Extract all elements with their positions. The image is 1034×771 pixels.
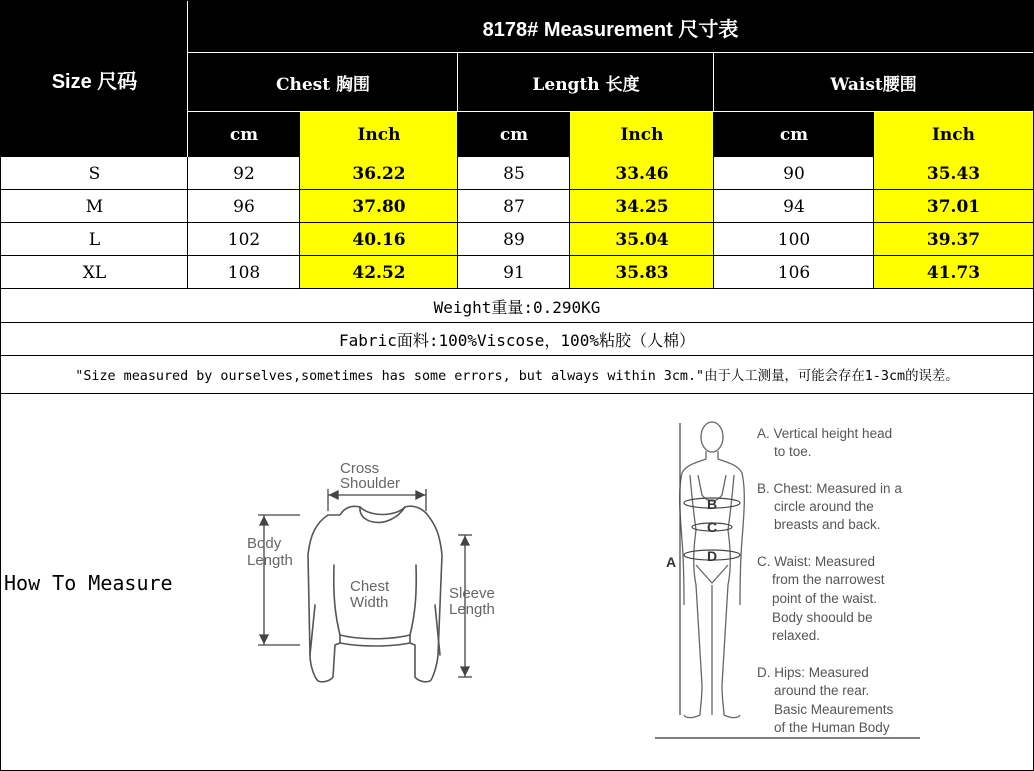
note-c-1: C. Waist: Measured	[757, 554, 876, 569]
chest-cm-value: 108	[227, 262, 261, 283]
chest-cm-value: 92	[233, 163, 255, 184]
unit-inch-label: Inch	[620, 124, 664, 145]
fabric-info: Fabric面料:100%Viscose，100%粘胶（人棉）	[339, 331, 695, 350]
chest-inch-value: 37.80	[300, 190, 458, 223]
note-b-1: B. Chest: Measured in a	[757, 481, 902, 496]
how-to-measure-label: How To Measure	[4, 571, 173, 595]
note-d-3: Basic Meaurements	[774, 702, 894, 717]
waist-cm-header	[714, 112, 874, 157]
waist-inch-value: 39.37	[874, 223, 1033, 256]
sleeve-label-2: Length	[449, 601, 495, 618]
chest-width-label-1: Chest	[350, 578, 390, 595]
length-cm-header	[458, 112, 570, 157]
unit-cm-label: cm	[779, 124, 809, 145]
unit-inch-label: Inch	[931, 124, 976, 145]
note-d-4: of the Human Body	[774, 720, 890, 735]
waist-cm-value: 90	[783, 163, 805, 184]
title-cell	[188, 1, 1033, 53]
size-header-cell	[1, 1, 188, 157]
table-row-size: S	[88, 163, 101, 184]
chest-inch-value: 36.22	[300, 157, 458, 190]
waist-inch-value: 35.43	[874, 157, 1033, 190]
waist-cm-value: 100	[777, 229, 811, 250]
letter-a: A	[666, 554, 677, 570]
note-d-2: around the rear.	[774, 683, 870, 698]
body-length-label-2: Length	[247, 552, 293, 569]
length-cm-value: 87	[503, 196, 525, 217]
waist-group-cell	[714, 53, 1033, 112]
chest-cm-header	[188, 112, 300, 157]
unit-inch-label: Inch	[357, 124, 401, 145]
chest-width-label-2: Width	[350, 594, 389, 611]
length-group-label: Length 长度	[532, 75, 640, 95]
note-c-3: point of the waist.	[772, 591, 878, 606]
unit-cm-label: cm	[499, 124, 529, 145]
waist-inch-value: 37.01	[874, 190, 1033, 223]
size-note: "Size measured by ourselves,sometimes has some errors, but always within 3cm."由于人工测量，可能会存在1-3cm的误差。	[75, 369, 959, 384]
letter-c: C	[707, 519, 718, 535]
weight-info: Weight重量:0.290KG	[433, 297, 601, 317]
chest-inch-value: 42.52	[300, 256, 458, 289]
length-cm-value: 91	[503, 262, 525, 283]
body-length-label-1: Body	[247, 535, 282, 552]
letter-d: D	[707, 548, 718, 564]
chest-group-cell	[188, 53, 458, 112]
waist-cm-value: 94	[783, 196, 805, 217]
note-d-1: D. Hips: Measured	[757, 665, 869, 680]
length-inch-value: 35.04	[570, 223, 714, 256]
cross-label-2: Shoulder	[340, 475, 401, 492]
length-inch-value: 35.83	[570, 256, 714, 289]
note-a-1: A. Vertical height head	[757, 426, 893, 441]
length-cm-value: 89	[503, 229, 525, 250]
waist-inch-value: 41.73	[874, 256, 1033, 289]
sleeve-label-1: Sleeve	[449, 585, 495, 602]
length-cm-value: 85	[503, 163, 525, 184]
chest-cm-value: 102	[227, 229, 261, 250]
cross-label-1: Cross	[340, 460, 380, 477]
chest-inch-header	[300, 112, 458, 157]
chest-inch-value: 40.16	[300, 223, 458, 256]
length-group-cell	[458, 53, 714, 112]
note-c-4: Body shoould be	[772, 610, 873, 625]
note-c-2: from the narrowest	[772, 572, 885, 587]
size-header: Size 尺码	[51, 70, 138, 93]
chest-cm-value: 96	[233, 196, 255, 217]
length-inch-header	[570, 112, 714, 157]
table-row-size: XL	[82, 262, 107, 283]
garment-diagram	[240, 455, 505, 690]
letter-b: B	[707, 496, 718, 512]
waist-cm-value: 106	[777, 262, 811, 283]
table-row-size: M	[85, 196, 104, 217]
length-inch-value: 34.25	[570, 190, 714, 223]
note-b-3: breasts and back.	[774, 517, 881, 532]
chart-title: 8178# Measurement 尺寸表	[482, 18, 739, 41]
waist-group-label: Waist腰围	[830, 75, 917, 95]
body-diagram	[650, 415, 930, 745]
note-c-5: relaxed.	[772, 628, 821, 643]
waist-inch-header	[874, 112, 1033, 157]
note-b-2: circle around the	[774, 499, 874, 514]
note-a-2: to toe.	[774, 444, 812, 459]
chest-group-label: Chest 胸围	[275, 75, 371, 95]
length-inch-value: 33.46	[570, 157, 714, 190]
table-row-size: L	[88, 229, 101, 250]
unit-cm-label: cm	[229, 124, 259, 145]
